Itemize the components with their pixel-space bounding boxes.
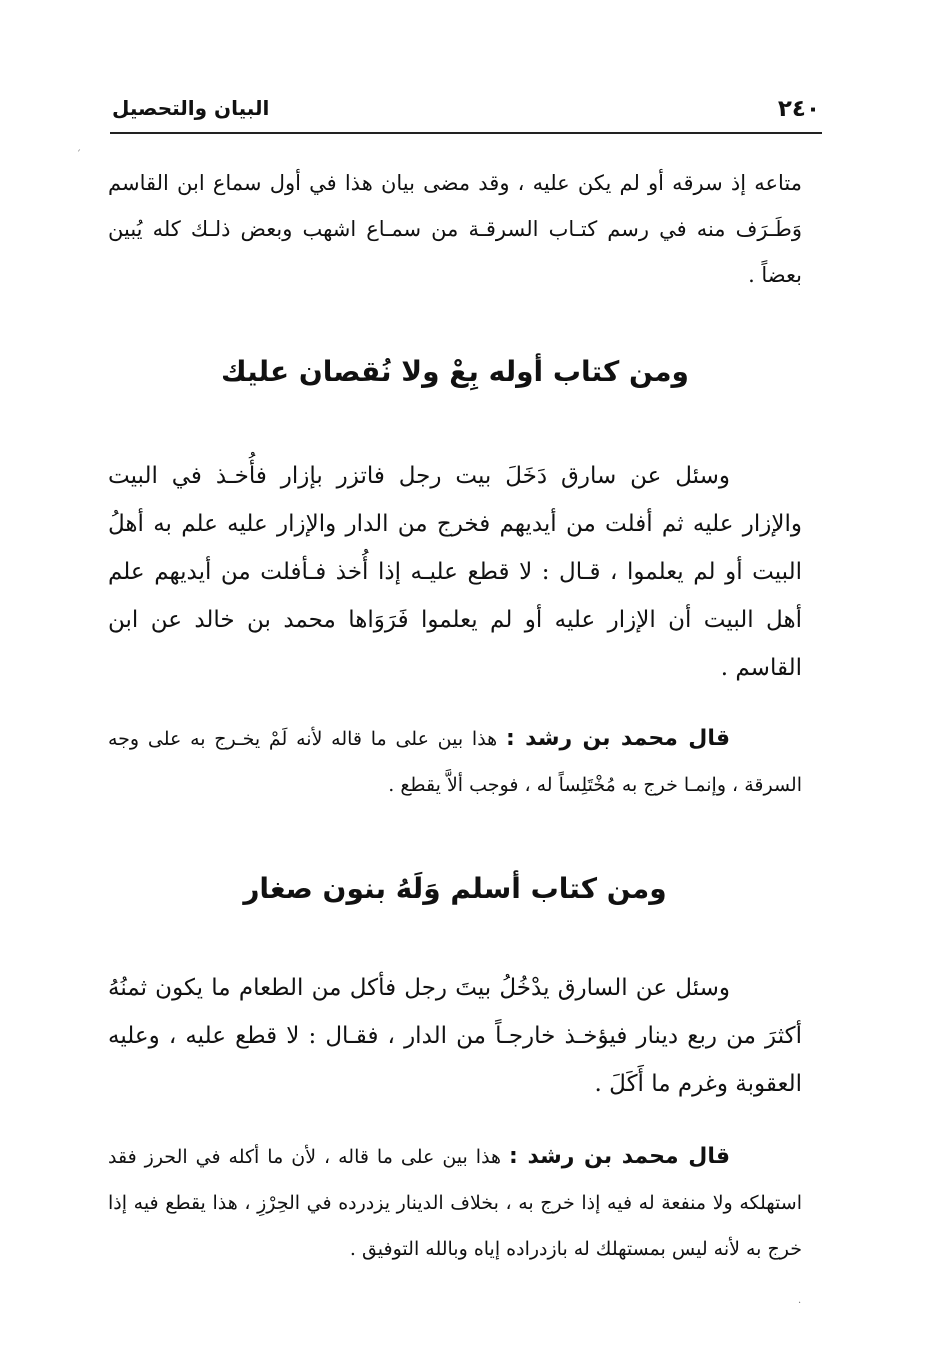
section-heading: ومن كتاب أسلم وَلَهُ بنون صغار [243,872,667,905]
scan-speck: ´ [76,150,81,161]
header-divider [110,132,822,134]
commentator-label: قال محمد بن رشد : [505,726,730,751]
commentator-label: قال محمد بن رشد : [509,1144,730,1169]
commentary-text: هذا بين على ما قاله ، لأن ما أكله في الحرز فقد استهلكه ولا منفعة له فيه إذا خرج به ، بخلاف الدينار يزدرده في الحِرْزِ ، هذا يقطع فيه إذا خرج به لأنه ليس بمستهلك له بازدراده إياه وبالله التوفيق . [108,1146,802,1260]
book-title: البيان والتحصيل [112,96,270,120]
page-number: ٢٤٠ [777,96,820,122]
running-header [112,92,820,132]
commentary-paragraph [108,716,802,808]
question-paragraph: وسئل عن السارق يدْخُلُ بيتَ رجل فأكل من الطعام ما يكون ثمنُهُ أكثرَ من ربع دينار فيؤخـذ خارجـاً من الدار ، فقـال : لا قطع عليه ، وعليه العقوبة وغرم ما أَكَلَ . [108,975,802,1097]
continuation-paragraph: متاعه إذ سرقه أو لم يكن عليه ، وقد مضى بيان هذا في أول سماع ابن القاسم وَطَـرَف منه في رسم كتـاب السرقـة من سمـاع اشهب وبعض ذلـك كله يُبين بعضاً . [108,171,802,287]
section-heading: ومن كتاب أوله بِعْ ولا نُقصان عليك [221,355,689,388]
commentary-text: هذا بين على ما قاله لأنه لَمْ يخـرج به على وجه السرقة ، وإنمـا خرج به مُخْتَلِساً له ، فوجب ألاَّ يقطع . [108,728,802,796]
scan-speck: · [798,1298,802,1309]
commentary-paragraph [108,1134,802,1272]
question-paragraph: وسئل عن سارق دَخَلَ بيت رجل فاتزر بإزار فأُخـذ في البيت والإزار عليه ثم أفلت من أيديهم فخرج من الدار والإزار عليه علم به أهلُ البيت أو لم يعلموا ، قـال : لا قطع عليـه إذا أُخذ فـأفلت من أيديهم علم أهل البيت أن الإزار عليه أو لم يعلموا فَرَوَاها محمد بن خالد عن ابن القاسم . [108,463,802,681]
